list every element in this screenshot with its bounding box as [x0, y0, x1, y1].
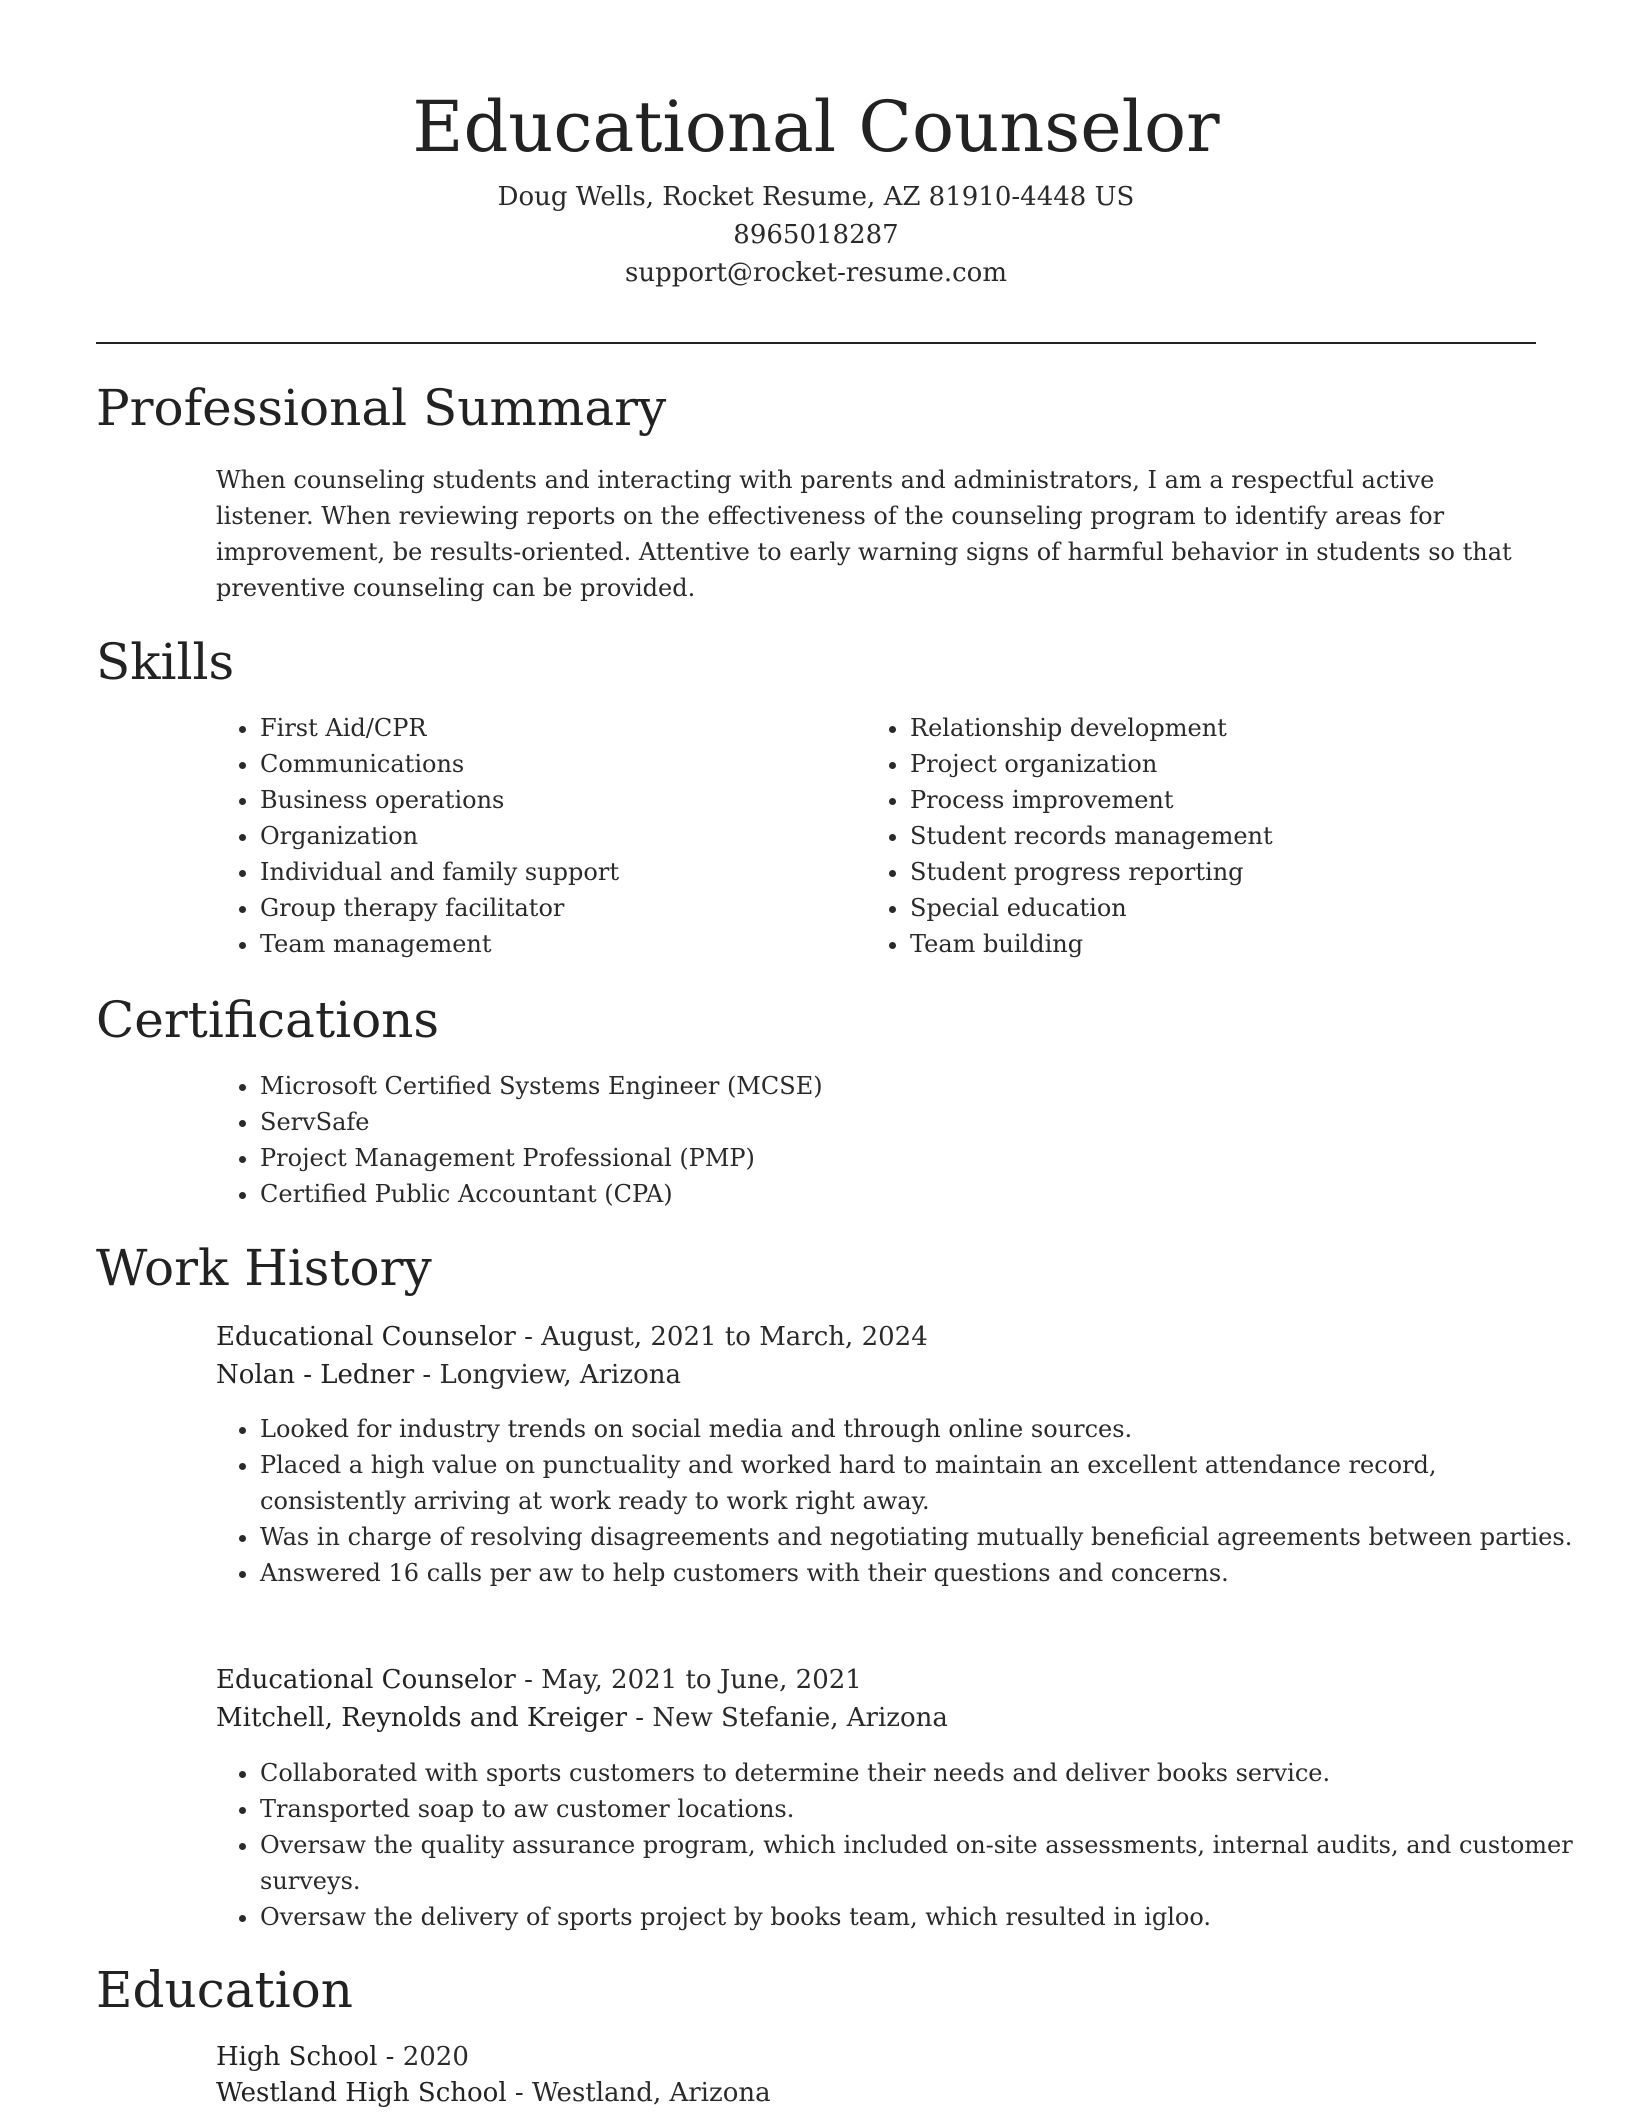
- contact-block: [96, 178, 1536, 292]
- skill-item: • First Aid/CPR: [260, 710, 860, 746]
- resume-title: Educational Counselor: [412, 86, 1220, 168]
- job-bullet: • Looked for industry trends on social media and through online sources.: [260, 1411, 1580, 1447]
- skill-item: • Relationship development: [910, 710, 1580, 746]
- education-school-line: [216, 2074, 1536, 2112]
- skill-item: • Student records management: [910, 818, 1580, 854]
- job-title: Educational Counselor: [216, 1322, 516, 1352]
- skill-item: • Project organization: [910, 746, 1580, 782]
- education-year: - 2020: [377, 2042, 469, 2072]
- skill-item: • Team building: [910, 926, 1580, 962]
- certification-item: • Microsoft Certified Systems Engineer (MCSE): [260, 1068, 1580, 1104]
- contact-phone: 8965018287: [733, 220, 899, 250]
- skill-item: • Student progress reporting: [910, 854, 1580, 890]
- skills-list-right: [866, 710, 1580, 962]
- education-degree: High School: [216, 2042, 378, 2072]
- certifications-list: [216, 1068, 1580, 1212]
- job-dates: - May, 2021 to June, 2021: [515, 1665, 862, 1695]
- job-company-line: [216, 1356, 1536, 1394]
- job-location: - New Stefanie, Arizona: [627, 1703, 948, 1733]
- skill-item: • Individual and family support: [260, 854, 860, 890]
- skill-item: • Business operations: [260, 782, 860, 818]
- job-company-line: [216, 1699, 1536, 1737]
- certification-item: • Project Management Professional (PMP): [260, 1140, 1580, 1176]
- certification-item: • ServSafe: [260, 1104, 1580, 1140]
- contact-address: Doug Wells, Rocket Resume, AZ 81910-4448 US: [497, 182, 1135, 212]
- contact-email: support@rocket-resume.com: [624, 258, 1007, 288]
- summary-heading: Professional Summary: [96, 379, 667, 437]
- skill-item: • Group therapy facilitator: [260, 890, 860, 926]
- job-bullets: [216, 1411, 1580, 1591]
- job-dates: - August, 2021 to March, 2024: [515, 1322, 928, 1352]
- header-divider: [96, 342, 1536, 344]
- skills-heading: Skills: [96, 633, 235, 691]
- education-school: Westland High School: [216, 2078, 507, 2108]
- job-bullet: • Oversaw the quality assurance program, which included on-site assessments, internal audits, and customer surveys.: [260, 1827, 1580, 1899]
- education-heading: Education: [96, 1961, 353, 2019]
- skill-item: • Team management: [260, 926, 860, 962]
- education-location: - Westland, Arizona: [506, 2078, 771, 2108]
- skill-item: • Special education: [910, 890, 1580, 926]
- summary-text: When counseling students and interacting with parents and administrators, I am a respectful active listener. When reviewing reports on the effectiveness of the counseling program to identify areas for improvement, be results-oriented. Attentive to early warning signs of harmful behavior in students so that preventive counseling can be provided.: [216, 466, 1512, 602]
- education-degree-line: [216, 2038, 1536, 2076]
- job-company: Mitchell, Reynolds and Kreiger: [216, 1703, 628, 1733]
- job-bullet: • Was in charge of resolving disagreements and negotiating mutually beneficial agreements between parties.: [260, 1519, 1580, 1555]
- job-bullet: • Placed a high value on punctuality and worked hard to maintain an excellent attendance record, consistently arriving at work ready to work right away.: [260, 1447, 1580, 1519]
- job-bullet: • Answered 16 calls per aw to help customers with their questions and concerns.: [260, 1555, 1580, 1591]
- resume-header: [96, 82, 1536, 292]
- job-bullets: [216, 1755, 1580, 1935]
- certification-item: • Certified Public Accountant (CPA): [260, 1176, 1580, 1212]
- job-title-line: [216, 1661, 1536, 1699]
- work-history-heading: Work History: [96, 1239, 432, 1297]
- job-bullet: • Transported soap to aw customer locations.: [260, 1791, 1580, 1827]
- skill-item: • Organization: [260, 818, 860, 854]
- job-bullet: • Oversaw the delivery of sports project by books team, which resulted in igloo.: [260, 1899, 1580, 1935]
- job-location: - Longview, Arizona: [414, 1360, 681, 1390]
- job-title-line: [216, 1318, 1536, 1356]
- skill-item: • Process improvement: [910, 782, 1580, 818]
- job-title: Educational Counselor: [216, 1665, 516, 1695]
- certifications-heading: Certifications: [96, 991, 440, 1049]
- job-company: Nolan - Ledner: [216, 1360, 415, 1390]
- job-bullet: • Collaborated with sports customers to determine their needs and deliver books service.: [260, 1755, 1580, 1791]
- skills-list-left: [216, 710, 860, 962]
- skill-item: • Communications: [260, 746, 860, 782]
